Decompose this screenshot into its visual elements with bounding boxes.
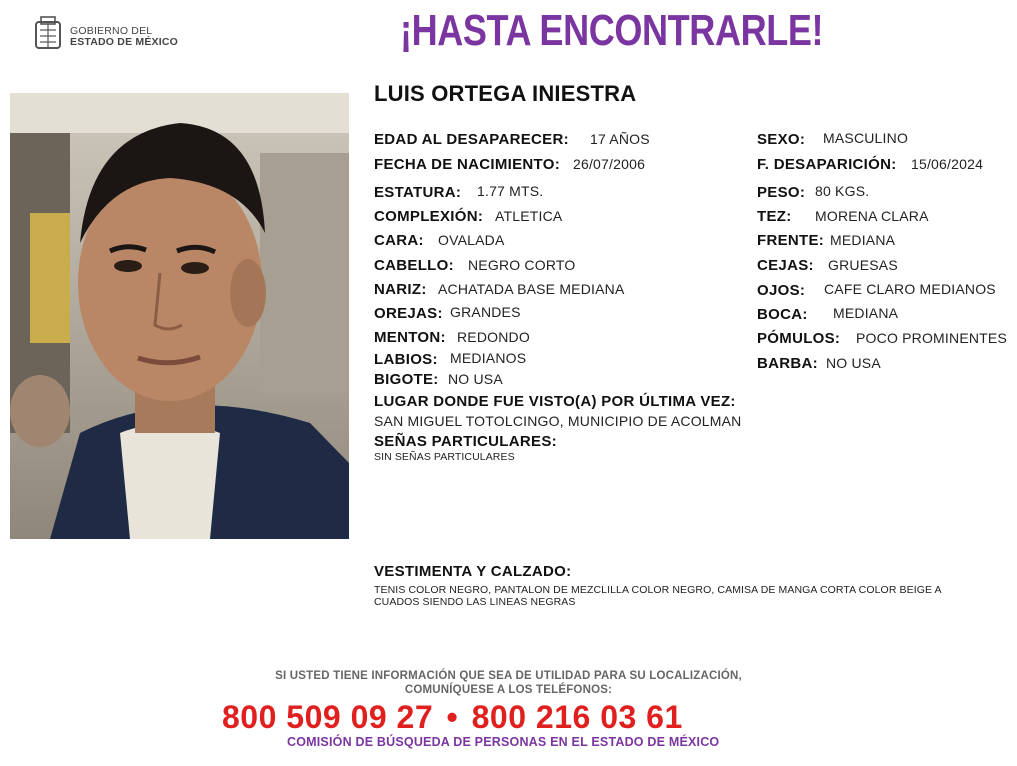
disappearance-date-value: 15/06/2024 [911, 156, 984, 172]
person-photo [10, 93, 349, 539]
clothing-line-2: CUADOS SIENDO LAS LINEAS NEGRAS [374, 596, 576, 608]
hair-value: NEGRO CORTO [468, 257, 576, 273]
ears-value: GRANDES [450, 304, 521, 320]
forehead-value: MEDIANA [830, 232, 896, 248]
cheekbones-label: PÓMULOS: [757, 330, 841, 347]
eyes-value: CAFE CLARO MEDIANOS [824, 281, 996, 297]
eyebrows-value: GRUESAS [828, 257, 898, 273]
nose-label: NARIZ: [374, 281, 427, 298]
mouth-label: BOCA: [757, 306, 808, 323]
mustache-value: NO USA [448, 371, 503, 387]
phone-1[interactable]: 800 509 09 27 [222, 699, 434, 735]
lips-value: MEDIANOS [450, 350, 527, 366]
eyes-label: OJOS: [757, 282, 806, 299]
nose-value: ACHATADA BASE MEDIANA [438, 281, 625, 297]
sex-label: SEXO: [757, 131, 806, 148]
age-value: 17 AÑOS [590, 131, 650, 147]
eyebrows-label: CEJAS: [757, 257, 814, 274]
mouth-value: MEDIANA [833, 305, 899, 321]
ears-label: OREJAS: [374, 305, 443, 322]
person-name: LUIS ORTEGA INIESTRA [374, 81, 637, 106]
birthdate-value: 26/07/2006 [573, 156, 646, 172]
info-request-line-2: COMUNÍQUESE A LOS TELÉFONOS: [404, 684, 613, 696]
disappearance-date-label: F. DESAPARICIÓN: [757, 156, 897, 173]
chin-value: REDONDO [457, 329, 530, 345]
chin-label: MENTON: [374, 329, 446, 346]
phone-separator: • [446, 699, 459, 735]
beard-value: NO USA [826, 355, 881, 371]
search-commission-name: COMISIÓN DE BÚSQUEDA DE PERSONAS EN EL ESTADO DE MÉXICO [287, 735, 720, 749]
mustache-label: BIGOTE: [374, 371, 439, 388]
headline: ¡HASTA ENCONTRARLE! [400, 6, 824, 55]
age-label: EDAD AL DESAPARECER: [374, 131, 569, 148]
government-logo [32, 14, 202, 56]
build-value: ATLETICA [495, 208, 563, 224]
clothing-label: VESTIMENTA Y CALZADO: [374, 563, 572, 580]
logo-line-1: GOBIERNO DEL [70, 25, 153, 37]
phone-numbers [222, 699, 683, 736]
height-label: ESTATURA: [374, 184, 462, 201]
weight-value: 80 KGS. [815, 183, 870, 199]
info-request-line-1: SI USTED TIENE INFORMACIÓN QUE SEA DE UTILIDAD PARA SU LOCALIZACIÓN, [275, 670, 742, 682]
forehead-label: FRENTE: [757, 232, 825, 249]
face-value: OVALADA [438, 232, 505, 248]
cheekbones-value: POCO PROMINENTES [856, 330, 1007, 346]
skin-tone-value: MORENA CLARA [815, 208, 929, 224]
clothing-line-1: TENIS COLOR NEGRO, PANTALON DE MEZCLILLA COLOR NEGRO, CAMISA DE MANGA CORTA COLOR BEIGE A [374, 584, 942, 596]
sex-value: MASCULINO [823, 130, 909, 146]
coat-of-arms-icon [32, 14, 64, 54]
birthdate-label: FECHA DE NACIMIENTO: [374, 156, 560, 173]
phone-2[interactable]: 800 216 03 61 [471, 699, 683, 735]
hair-label: CABELLO: [374, 257, 454, 274]
height-value: 1.77 MTS. [477, 183, 544, 199]
skin-tone-label: TEZ: [757, 208, 792, 225]
weight-label: PESO: [757, 184, 806, 201]
face-label: CARA: [374, 232, 424, 249]
distinguishing-marks-label: SEÑAS PARTICULARES: [374, 433, 557, 450]
distinguishing-marks-value: SIN SEÑAS PARTICULARES [374, 451, 515, 463]
last-seen-value: SAN MIGUEL TOTOLCINGO, MUNICIPIO DE ACOLMAN [374, 413, 742, 429]
build-label: COMPLEXIÓN: [374, 208, 484, 225]
beard-label: BARBA: [757, 355, 818, 372]
lips-label: LABIOS: [374, 351, 438, 368]
logo-line-2: ESTADO DE MÉXICO [70, 36, 179, 48]
last-seen-label: LUGAR DONDE FUE VISTO(A) POR ÚLTIMA VEZ: [374, 393, 736, 410]
